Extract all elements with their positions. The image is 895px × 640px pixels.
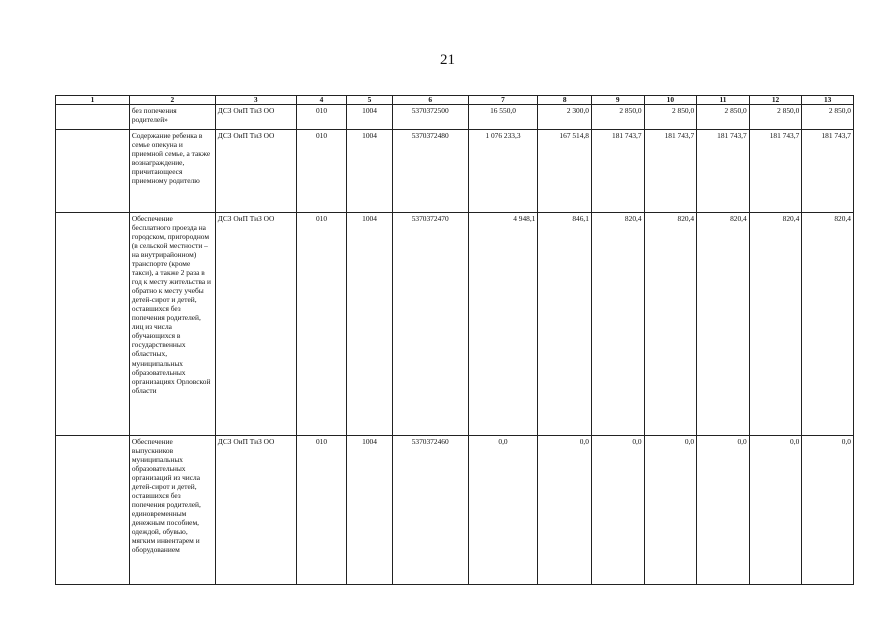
page-number: 21	[440, 52, 455, 68]
amount-year-cell: 820,4	[802, 213, 854, 436]
target-code-cell: 5370372460	[392, 436, 468, 585]
column-header: 3	[215, 96, 296, 105]
column-header: 2	[129, 96, 215, 105]
section-cell: 010	[296, 105, 347, 130]
amount-year-cell: 0,0	[697, 436, 750, 585]
target-code-cell: 5370372500	[392, 105, 468, 130]
amount-year-cell: 2 850,0	[802, 105, 854, 130]
amount-year-cell: 2 850,0	[697, 105, 750, 130]
amount-year-cell: 167 514,8	[538, 130, 592, 213]
amount-year-cell: 2 850,0	[591, 105, 644, 130]
column-header: 9	[591, 96, 644, 105]
amount-year-cell: 0,0	[749, 436, 802, 585]
target-code-cell: 5370372480	[392, 130, 468, 213]
expense-name-cell: Обеспечение выпускников муниципальных образовательных организаций из числа детей-сирот и детей, оставшихся без попечения родителей, единовременным денежным пособием, одеждой, обувью, мягким инвентарем и оборудованием	[129, 436, 215, 585]
agency-cell: ДСЗ ОиП ТиЗ ОО	[215, 436, 296, 585]
amount-year-cell: 2 300,0	[538, 105, 592, 130]
amount-year-cell: 0,0	[538, 436, 592, 585]
amount-year-cell: 181 743,7	[644, 130, 697, 213]
amount-year-cell: 2 850,0	[749, 105, 802, 130]
subsection-cell: 1004	[347, 436, 393, 585]
column-header: 1	[56, 96, 130, 105]
subsection-cell: 1004	[347, 105, 393, 130]
section-cell: 010	[296, 436, 347, 585]
table-row	[56, 213, 854, 436]
column-header: 5	[347, 96, 393, 105]
amount-year-cell: 0,0	[644, 436, 697, 585]
row-number-cell	[56, 436, 130, 585]
amount-total-cell: 0,0	[468, 436, 538, 585]
table-row	[56, 105, 854, 130]
amount-total-cell: 1 076 233,3	[468, 130, 538, 213]
column-header: 10	[644, 96, 697, 105]
amount-year-cell: 0,0	[802, 436, 854, 585]
subsection-cell: 1004	[347, 213, 393, 436]
amount-total-cell: 4 948,1	[468, 213, 538, 436]
row-number-cell	[56, 213, 130, 436]
agency-cell: ДСЗ ОиП ТиЗ ОО	[215, 130, 296, 213]
expense-name-cell: без попечения родителей»	[129, 105, 215, 130]
amount-year-cell: 846,1	[538, 213, 592, 436]
amount-year-cell: 181 743,7	[749, 130, 802, 213]
section-cell: 010	[296, 130, 347, 213]
table-row	[56, 130, 854, 213]
column-header: 4	[296, 96, 347, 105]
row-number-cell	[56, 105, 130, 130]
column-header: 7	[468, 96, 538, 105]
column-header: 6	[392, 96, 468, 105]
amount-year-cell: 0,0	[591, 436, 644, 585]
budget-table	[55, 95, 854, 585]
amount-year-cell: 181 743,7	[697, 130, 750, 213]
column-header: 11	[697, 96, 750, 105]
table-row	[56, 436, 854, 585]
column-header: 13	[802, 96, 854, 105]
amount-year-cell: 820,4	[749, 213, 802, 436]
amount-total-cell: 16 550,0	[468, 105, 538, 130]
agency-cell: ДСЗ ОиП ТиЗ ОО	[215, 213, 296, 436]
row-number-cell	[56, 130, 130, 213]
amount-year-cell: 2 850,0	[644, 105, 697, 130]
subsection-cell: 1004	[347, 130, 393, 213]
agency-cell: ДСЗ ОиП ТиЗ ОО	[215, 105, 296, 130]
expense-name-cell: Содержание ребенка в семье опекуна и приемной семье, а также вознаграждение, причитающееся приемному родителю	[129, 130, 215, 213]
column-header: 12	[749, 96, 802, 105]
target-code-cell: 5370372470	[392, 213, 468, 436]
expense-name-cell: Обеспечение бесплатного проезда на городском, пригородном (в сельской местности – на внутрирайонном) транспорте (кроме такси), а также 2 раза в год к месту жительства и обратно к месту учебы детей-сирот и детей, оставшихся без попечения родителей, лиц из числа обучающихся в государственных областных, муниципальных образовательных организациях Орловской области	[129, 213, 215, 436]
amount-year-cell: 820,4	[697, 213, 750, 436]
amount-year-cell: 181 743,7	[802, 130, 854, 213]
amount-year-cell: 181 743,7	[591, 130, 644, 213]
header-row	[56, 96, 854, 105]
amount-year-cell: 820,4	[591, 213, 644, 436]
section-cell: 010	[296, 213, 347, 436]
column-header: 8	[538, 96, 592, 105]
amount-year-cell: 820,4	[644, 213, 697, 436]
